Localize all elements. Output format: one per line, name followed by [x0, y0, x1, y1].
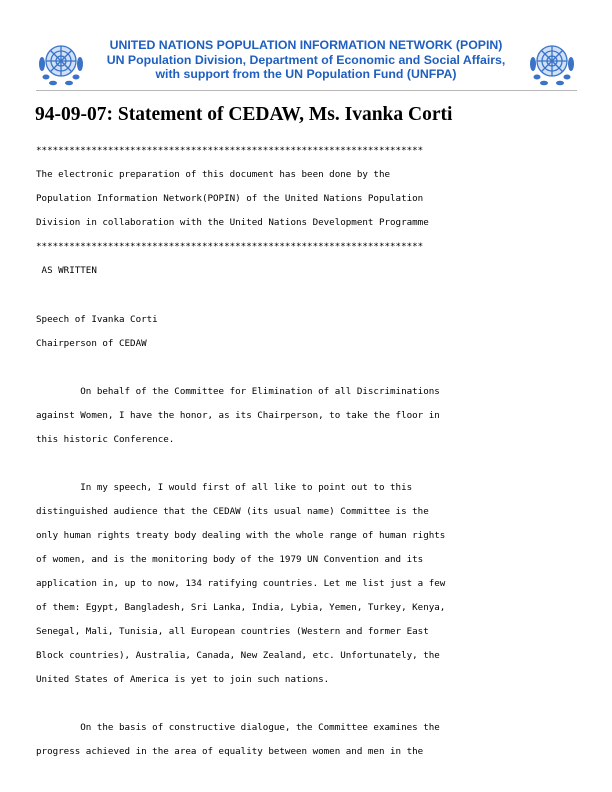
para2-line: Block countries), Australia, Canada, New Zealand, etc. Unfortunately, the	[36, 650, 440, 661]
notice-line-3: Division in collaboration with the United Nations Development Programme	[36, 217, 429, 228]
para3-line: progress achieved in the area of equality between women and men in the	[36, 746, 424, 757]
speaker-role: Chairperson of CEDAW	[36, 338, 147, 349]
header-line-1: UNITED NATIONS POPULATION INFORMATION NETWORK (POPIN)	[109, 38, 503, 52]
header-line-3: with support from the UN Population Fund (UNFPA)	[155, 67, 457, 81]
notice-line-2: Population Information Network(POPIN) of the United Nations Population	[36, 193, 424, 204]
notice-stars-top: **********************************************************************	[36, 145, 424, 156]
para2-line: Senegal, Mali, Tunisia, all European countries (Western and former East	[36, 626, 429, 637]
un-emblem-left-icon	[36, 38, 86, 88]
un-emblem-right-icon	[527, 38, 577, 88]
as-written-label: AS WRITTEN	[36, 265, 97, 276]
para2-line: In my speech, I would first of all like to point out to this	[36, 482, 413, 493]
speaker-name: Speech of Ivanka Corti	[36, 314, 158, 325]
header-line-2: UN Population Division, Department of Economic and Social Affairs,	[106, 52, 506, 67]
notice-stars-bottom: **********************************************************************	[36, 241, 424, 252]
para2-line: of them: Egypt, Bangladesh, Sri Lanka, India, Lybia, Yemen, Turkey, Kenya,	[36, 602, 446, 613]
para1-line: On behalf of the Committee for Elimination of all Discriminations	[36, 386, 440, 397]
para2-line: of women, and is the monitoring body of the 1979 UN Convention and its	[36, 554, 424, 565]
para2-line: application in, up to now, 134 ratifying countries. Let me list just a few	[36, 578, 446, 589]
para2-line: only human rights treaty body dealing with the whole range of human rights	[36, 530, 446, 541]
notice-line-1: The electronic preparation of this document has been done by the	[36, 169, 391, 180]
page-title: 94-09-07: Statement of CEDAW, Ms. Ivanka Corti	[35, 104, 453, 125]
para3-line: On the basis of constructive dialogue, the Committee examines the	[36, 722, 440, 733]
para2-line: United States of America is yet to join such nations.	[36, 674, 330, 685]
para1-line: this historic Conference.	[36, 434, 175, 445]
para1-line: against Women, I have the honor, as its Chairperson, to take the floor in	[36, 410, 440, 421]
popin-header	[90, 38, 522, 82]
para2-line: distinguished audience that the CEDAW (its usual name) Committee is the	[36, 506, 429, 517]
header-divider	[36, 90, 577, 91]
